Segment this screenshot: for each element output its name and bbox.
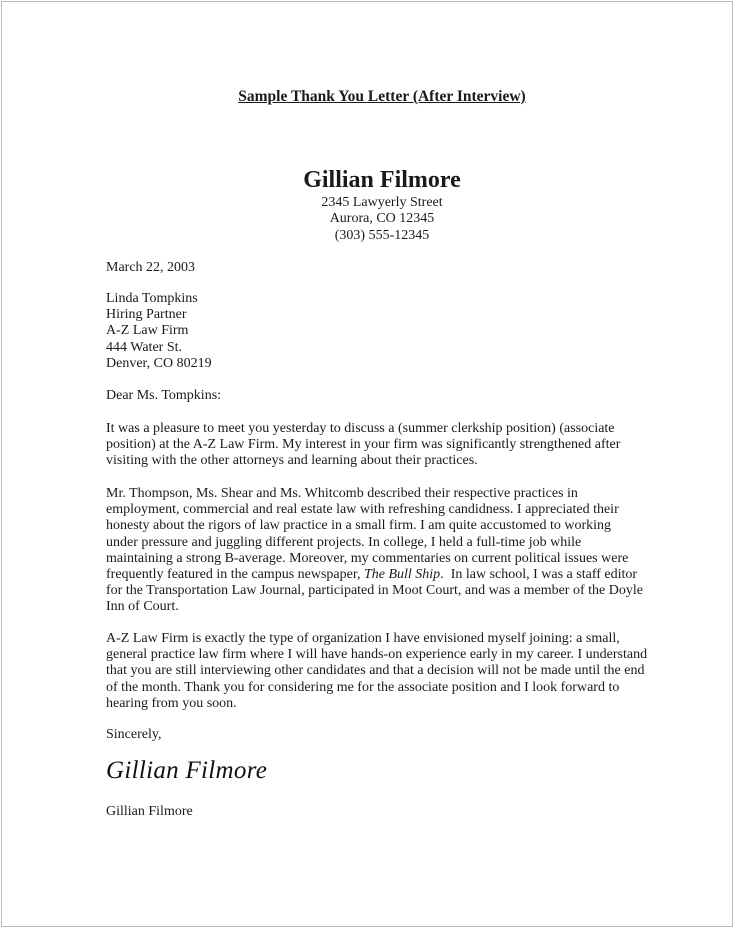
paragraph-line: employment, commercial and real estate law with refreshing candidness. I appreciated their <box>106 502 619 518</box>
paragraph-2 <box>106 486 666 616</box>
sender-street: 2345 Lawyerly Street <box>321 195 443 210</box>
recipient-city: Denver, CO 80219 <box>106 355 212 371</box>
line-text: . In law school, I was a staff editor <box>440 567 638 583</box>
paragraph-line: under pressure and juggling different projects. In college, I held a full-time job while <box>106 534 582 550</box>
closing: Sincerely, <box>106 727 162 742</box>
paragraph-line: visiting with the other attorneys and learning about their practices. <box>106 453 478 469</box>
recipient-name: Linda Tompkins <box>106 291 198 306</box>
sender-name: Gillian Filmore <box>303 167 461 193</box>
paragraph-line <box>106 567 666 583</box>
paragraph-line: that you are still interviewing other candidates and that a decision will not be made until the end <box>106 663 645 679</box>
letter-date: March 22, 2003 <box>106 260 196 275</box>
document-title: Sample Thank You Letter (After Interview) <box>238 88 526 105</box>
recipient-company: A-Z Law Firm <box>106 323 189 339</box>
paragraph-line: of the month. Thank you for considering me for the associate position and I look forward to <box>106 679 620 695</box>
sender-city: Aurora, CO 12345 <box>329 211 435 227</box>
paragraph-1 <box>106 421 666 470</box>
recipient-title: Hiring Partner <box>106 307 187 323</box>
sender-address <box>2 195 736 244</box>
paragraph-line: maintaining a strong B-average. Moreover, my commentaries on current political issues were <box>106 550 629 566</box>
paragraph-line: general practice law firm where I will have hands-on experience early in my career. I understand <box>106 647 648 663</box>
recipient-address <box>106 291 666 372</box>
paragraph-line: honesty about the rigors of law practice in a small firm. I am quite accustomed to working <box>106 518 612 534</box>
line-text: frequently featured in the campus newspaper, <box>106 567 364 583</box>
paragraph-line: hearing from you soon. <box>106 695 237 711</box>
paragraph-line: Inn of Court. <box>106 599 179 615</box>
paragraph-3 <box>106 631 666 712</box>
sender-phone: (303) 555-12345 <box>334 227 430 243</box>
recipient-street: 444 Water St. <box>106 339 182 355</box>
newspaper-name: The Bull Ship <box>363 567 441 583</box>
salutation: Dear Ms. Tompkins: <box>106 388 222 403</box>
paragraph-line: Mr. Thompson, Ms. Shear and Ms. Whitcomb described their respective practices in <box>106 486 578 501</box>
paragraph-line: It was a pleasure to meet you yesterday to discuss a (summer clerkship position) (associate <box>106 421 615 436</box>
handwritten-signature: Gillian Filmore <box>106 757 268 784</box>
paragraph-line: position) at the A-Z Law Firm. My interest in your firm was significantly strengthened after <box>106 437 621 453</box>
paragraph-line: for the Transportation Law Journal, participated in Moot Court, and was a member of the Doyle <box>106 583 643 599</box>
letter-page <box>1 1 733 927</box>
typed-name: Gillian Filmore <box>106 804 193 819</box>
paragraph-line: A-Z Law Firm is exactly the type of organization I have envisioned myself joining: a small, <box>106 631 620 646</box>
